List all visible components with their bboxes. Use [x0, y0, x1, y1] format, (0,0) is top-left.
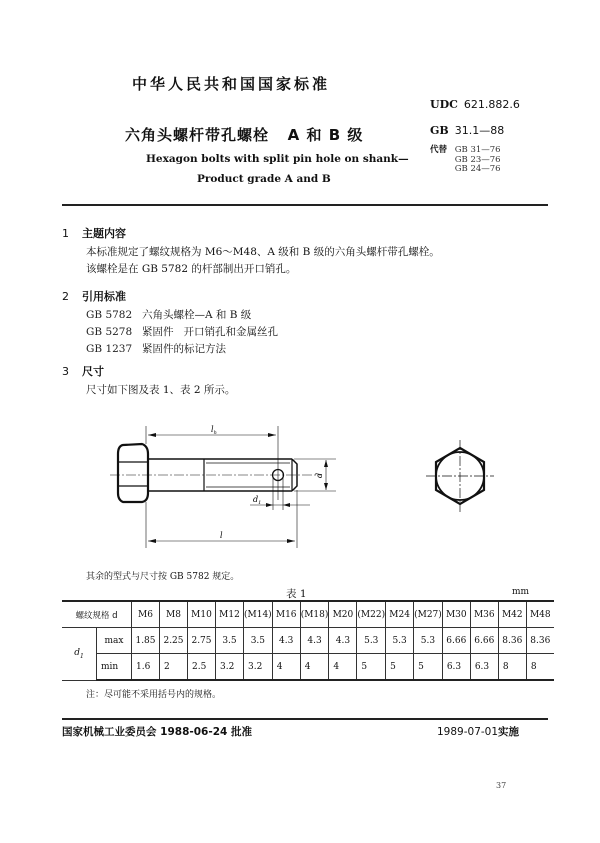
reference-title: 紧固件的标记方法	[142, 343, 226, 355]
table-cell: 8.36	[498, 628, 526, 654]
replaced-standard: GB 31—76	[454, 145, 501, 155]
reference-item	[86, 341, 278, 358]
table-cell: 2.5	[188, 654, 216, 681]
table-note: 注：尽可能不采用括号内的规格。	[86, 690, 222, 700]
implementation-label: 实施	[498, 726, 520, 738]
row-group-d1: $d_1$	[62, 628, 97, 681]
table-cell: 6.3	[442, 654, 470, 681]
gb-value: 31.1—88	[454, 124, 505, 137]
section-number: 2	[62, 290, 69, 303]
table-row-max	[62, 628, 554, 654]
column-header: M36	[470, 601, 498, 628]
gb-label: GB	[430, 124, 449, 137]
reference-code: GB 1237	[86, 343, 133, 355]
column-header: M24	[386, 601, 414, 628]
table-cell: 2.75	[188, 628, 216, 654]
table-cell: 3.2	[244, 654, 273, 681]
table-1-pin-hole-dimensions	[62, 600, 554, 681]
references-list	[86, 307, 278, 358]
table-header-row	[62, 601, 554, 628]
row-label: min	[97, 654, 132, 681]
table-cell: 3.2	[216, 654, 244, 681]
column-header: M12	[216, 601, 244, 628]
figure-note: 其余的型式与尺寸按 GB 5782 规定。	[86, 572, 240, 582]
reference-code: GB 5782	[86, 309, 133, 321]
table-cell: 5	[386, 654, 414, 681]
reference-title: 紧固件 开口销孔和金属丝孔	[142, 326, 279, 338]
row-label: max	[97, 628, 132, 654]
reference-code: GB 5278	[86, 326, 133, 338]
table-cell: 4.3	[300, 628, 329, 654]
table-cell: 4.3	[329, 628, 357, 654]
table-cell: 5.3	[414, 628, 443, 654]
approval-statement: 国家机械工业委员会 1988-06-24 批准	[62, 726, 252, 738]
header-divider	[62, 204, 548, 206]
table-cell: 8.36	[526, 628, 554, 654]
paragraph: 尺寸如下图及表 1、表 2 所示。	[86, 384, 236, 396]
table-cell: 6.3	[470, 654, 498, 681]
standard-title-cn: 六角头螺杆带孔螺栓 A 和 B 级	[125, 126, 364, 144]
section-1-heading	[62, 225, 126, 241]
column-header: M20	[329, 601, 357, 628]
column-header: M6	[132, 601, 160, 628]
column-header: M48	[526, 601, 554, 628]
table-cell: 4	[329, 654, 357, 681]
table-cell: 5	[357, 654, 386, 681]
implementation-statement	[437, 724, 519, 739]
table-cell: 8	[526, 654, 554, 681]
udc-label: UDC	[430, 98, 458, 111]
lh-label: $l_h$	[211, 425, 217, 436]
reference-item	[86, 324, 278, 341]
section-title: 引用标准	[82, 290, 126, 303]
paragraph: 本标准规定了螺纹规格为 M6～M48、A 级和 B 级的六角头螺杆带孔螺栓。	[86, 246, 440, 258]
table-cell: 2	[160, 654, 188, 681]
header-thread-size: 螺纹规格 d	[62, 601, 132, 628]
table-cell: 5.3	[386, 628, 414, 654]
reference-title: 六角头螺栓—A 和 B 级	[142, 309, 252, 321]
table-cell: 4	[272, 654, 300, 681]
bolt-side-view-drawing	[90, 410, 350, 560]
footer-divider	[62, 718, 548, 720]
table-cell: 4.3	[272, 628, 300, 654]
page-number: 37	[496, 781, 507, 790]
d1-label: $d_1$	[253, 495, 262, 506]
table-unit: mm	[512, 587, 530, 597]
reference-item	[86, 307, 278, 324]
table-cell: 3.5	[216, 628, 244, 654]
column-header: (M18)	[300, 601, 329, 628]
replaces-block	[430, 146, 501, 175]
column-header: (M27)	[414, 601, 443, 628]
table-row-min	[62, 654, 554, 681]
implementation-date: 1989-07-01	[437, 726, 499, 738]
d-label: d	[315, 472, 324, 478]
column-header: M42	[498, 601, 526, 628]
section-1-body	[86, 244, 440, 278]
column-header: M8	[160, 601, 188, 628]
table-cell: 5	[414, 654, 443, 681]
table-cell: 2.25	[160, 628, 188, 654]
column-header: M30	[442, 601, 470, 628]
gb-number	[430, 124, 504, 137]
column-header: M16	[272, 601, 300, 628]
table-cell: 6.66	[442, 628, 470, 654]
section-title: 尺寸	[82, 365, 104, 378]
table-cell: 5.3	[357, 628, 386, 654]
section-2-heading	[62, 288, 126, 304]
udc-code	[430, 98, 520, 111]
section-3-heading	[62, 363, 104, 379]
standard-title-en-line1: Hexagon bolts with split pin hole on shank—	[146, 153, 409, 165]
national-standard-heading: 中华人民共和国国家标准	[132, 75, 331, 93]
table-cell: 3.5	[244, 628, 273, 654]
standard-title-en-line2: Product grade A and B	[197, 173, 331, 185]
column-header: (M22)	[357, 601, 386, 628]
section-title: 主题内容	[82, 227, 126, 240]
column-header: M10	[188, 601, 216, 628]
table-cell: 1.85	[132, 628, 160, 654]
replaced-standard: GB 23—76	[454, 154, 501, 165]
section-3-body	[86, 382, 235, 399]
table-cell: 1.6	[132, 654, 160, 681]
udc-value: 621.882.6	[463, 98, 520, 111]
table-cell: 4	[300, 654, 329, 681]
table-cell: 6.66	[470, 628, 498, 654]
bolt-end-view-drawing	[400, 420, 530, 540]
section-number: 1	[62, 227, 69, 240]
paragraph: 该螺栓是在 GB 5782 的杆部制出开口销孔。	[86, 263, 297, 275]
table-cell: 8	[498, 654, 526, 681]
replaced-standard: GB 24—76	[454, 164, 501, 174]
section-number: 3	[62, 365, 69, 378]
l-label: l	[220, 531, 223, 540]
column-header: (M14)	[244, 601, 273, 628]
table-title: 表 1	[286, 588, 307, 600]
replaces-label: 代替	[430, 145, 448, 155]
